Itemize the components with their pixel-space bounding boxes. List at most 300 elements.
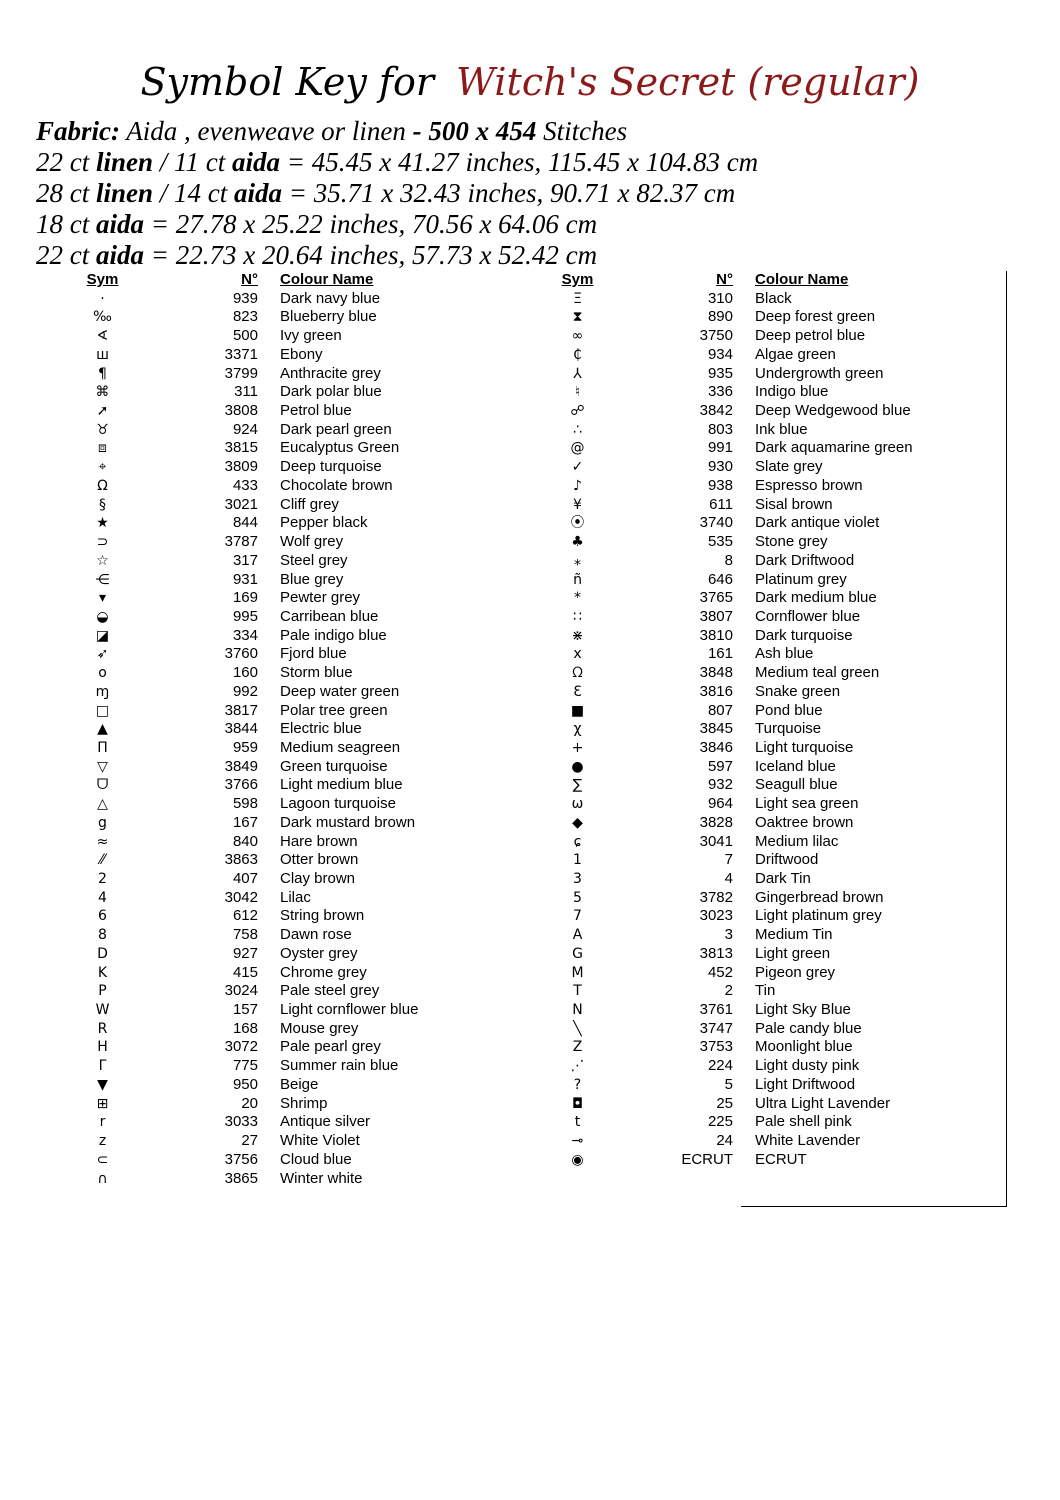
table-row: [60, 589, 418, 608]
row-symbol: W: [95, 1002, 110, 1019]
table-row: [535, 571, 913, 590]
row-symbol: ⁎: [574, 552, 581, 569]
table-row: [60, 889, 418, 908]
row-floss-number: 3813: [699, 944, 733, 962]
row-colour-name: Undergrowth green: [755, 364, 884, 382]
table-row: [60, 776, 418, 795]
fabric-stitches-word: Stitches: [543, 116, 628, 146]
row-floss-number: 161: [707, 645, 733, 663]
row-floss-number: 169: [232, 589, 258, 607]
table-row: [535, 346, 913, 365]
row-colour-name: Dark medium blue: [755, 589, 877, 607]
table-row: [535, 327, 913, 346]
row-colour-name: Light turquoise: [755, 738, 854, 756]
row-floss-number: 3865: [224, 1169, 258, 1187]
row-floss-number: 840: [232, 832, 258, 850]
row-floss-number: 160: [232, 664, 258, 682]
row-floss-number: 452: [707, 963, 733, 981]
row-symbol: ∞: [571, 328, 584, 345]
size-fabric: aida: [234, 178, 283, 208]
row-symbol: 4: [98, 889, 107, 906]
row-symbol: ⊂: [96, 1151, 109, 1168]
row-floss-number: 959: [232, 738, 258, 756]
row-symbol: G: [572, 945, 583, 962]
row-symbol: ·: [100, 290, 105, 307]
row-symbol: ☍: [570, 403, 585, 420]
row-symbol: t: [574, 1114, 581, 1131]
header-sym: Sym: [561, 271, 594, 288]
row-colour-name: Pale shell pink: [755, 1113, 852, 1131]
table-row: [60, 1001, 418, 1020]
row-symbol: ✓: [571, 459, 584, 476]
row-floss-number: 20: [241, 1094, 258, 1112]
row-floss-number: 3810: [699, 626, 733, 644]
row-floss-number: 3371: [224, 345, 258, 363]
size-dims: = 45.45 x 41.27 inches, 115.45 x 104.83 cm: [286, 147, 759, 177]
row-floss-number: 3828: [699, 813, 733, 831]
row-floss-number: 939: [232, 289, 258, 307]
row-colour-name: Medium Tin: [755, 926, 833, 944]
row-symbol: g: [98, 814, 107, 831]
size-dims: = 27.78 x 25.22 inches, 70.56 x 64.06 cm: [150, 209, 598, 239]
row-floss-number: 991: [707, 439, 733, 457]
table-row: [535, 589, 913, 608]
row-colour-name: Light dusty pink: [755, 1057, 860, 1075]
row-symbol: ⁄⁄: [100, 852, 105, 869]
table-row: [60, 1057, 418, 1076]
table-row: [535, 477, 913, 496]
row-colour-name: Anthracite grey: [280, 364, 381, 382]
row-floss-number: 3799: [224, 364, 258, 382]
row-floss-number: 934: [707, 345, 733, 363]
row-colour-name: Ivy green: [280, 327, 342, 345]
row-symbol: ¥: [573, 496, 582, 513]
size-count: 22 ct: [36, 147, 90, 177]
table-row: [60, 327, 418, 346]
row-symbol: □: [95, 702, 110, 719]
table-header: [535, 271, 913, 290]
row-floss-number: 995: [232, 607, 258, 625]
header-num: N°: [241, 271, 258, 288]
row-symbol: 1: [573, 852, 582, 869]
size-line-1: [36, 147, 758, 178]
row-symbol: @: [570, 440, 585, 457]
row-symbol: ⊸: [571, 1133, 584, 1150]
table-row: [535, 496, 913, 515]
row-floss-number: 3021: [224, 495, 258, 513]
row-symbol: △: [97, 796, 108, 813]
row-colour-name: Dawn rose: [280, 926, 352, 944]
table-row: [535, 1151, 913, 1170]
row-floss-number: 3024: [224, 982, 258, 1000]
table-row: [60, 795, 418, 814]
row-floss-number: 935: [707, 364, 733, 382]
row-colour-name: Black: [755, 289, 792, 307]
row-floss-number: 3807: [699, 607, 733, 625]
row-symbol: r: [99, 1114, 106, 1131]
row-symbol: ◘: [571, 1095, 584, 1112]
row-floss-number: 2: [724, 982, 733, 1000]
row-symbol: ★: [96, 515, 109, 532]
table-row: [60, 1151, 418, 1170]
table-row: [535, 776, 913, 795]
table-row: [535, 533, 913, 552]
row-symbol: ᗜ: [96, 777, 109, 794]
row-floss-number: 3765: [699, 589, 733, 607]
row-floss-number: 3782: [699, 888, 733, 906]
row-colour-name: Deep Wedgewood blue: [755, 402, 911, 420]
row-symbol: Π: [97, 739, 108, 756]
table-row: [535, 645, 913, 664]
row-colour-name: Oaktree brown: [755, 813, 854, 831]
table-row: [535, 683, 913, 702]
row-colour-name: Pale candy blue: [755, 1019, 862, 1037]
table-row: [60, 945, 418, 964]
table-row: [60, 346, 418, 365]
table-row: [535, 814, 913, 833]
row-floss-number: 3: [724, 926, 733, 944]
table-row: [60, 814, 418, 833]
row-colour-name: Eucalyptus Green: [280, 439, 400, 457]
table-row: [60, 439, 418, 458]
row-floss-number: 646: [707, 570, 733, 588]
row-symbol: ⌘: [95, 384, 110, 401]
row-colour-name: Dark turquoise: [755, 626, 853, 644]
row-colour-name: ECRUT: [755, 1150, 807, 1168]
row-symbol: ∴: [573, 421, 582, 438]
row-floss-number: 224: [707, 1057, 733, 1075]
table-row: [535, 1132, 913, 1151]
row-colour-name: Blueberry blue: [280, 308, 377, 326]
row-symbol: ⋇: [571, 627, 584, 644]
row-colour-name: Ebony: [280, 345, 323, 363]
header-name: Colour Name: [755, 271, 849, 288]
row-colour-name: Dark Tin: [755, 870, 811, 887]
row-symbol: ♉: [96, 421, 109, 438]
row-floss-number: 310: [707, 289, 733, 307]
table-row: [60, 1113, 418, 1132]
page-title: [0, 52, 1060, 112]
row-floss-number: 3844: [224, 720, 258, 738]
row-colour-name: Snake green: [755, 682, 841, 700]
row-floss-number: 930: [707, 458, 733, 476]
row-symbol: ∷: [573, 608, 582, 625]
row-colour-name: Steel grey: [280, 551, 348, 569]
row-symbol: ⊃: [96, 534, 109, 551]
table-row: [535, 1095, 913, 1114]
table-row: [60, 720, 418, 739]
row-symbol: ш: [96, 346, 109, 363]
table-right-border: [1006, 271, 1007, 1206]
row-symbol: T: [573, 983, 582, 1000]
table-row: [535, 702, 913, 721]
row-symbol: ⋰: [570, 1058, 585, 1075]
table-row: [535, 795, 913, 814]
table-row: [535, 945, 913, 964]
row-floss-number: 612: [232, 907, 258, 925]
row-floss-number: 3848: [699, 664, 733, 682]
row-floss-number: 25: [716, 1094, 733, 1112]
table-row: [60, 907, 418, 926]
table-row: [535, 739, 913, 758]
table-row: [535, 514, 913, 533]
row-symbol: ⧈: [98, 440, 107, 457]
row-symbol: ᘯ: [572, 665, 583, 682]
table-row: [60, 308, 418, 327]
row-symbol: Z: [572, 1039, 583, 1056]
row-symbol: ∑: [572, 777, 583, 794]
row-colour-name: Dark mustard brown: [280, 813, 416, 831]
table-row: [60, 383, 418, 402]
table-header: [60, 271, 418, 290]
row-colour-name: Dark antique violet: [755, 514, 880, 532]
row-symbol: Ξ: [573, 290, 582, 307]
row-floss-number: 4: [724, 870, 733, 887]
table-bottom-border: [741, 1206, 1007, 1207]
row-floss-number: 24: [716, 1132, 733, 1150]
row-colour-name: Storm blue: [280, 664, 353, 682]
row-symbol: Ω: [97, 477, 108, 494]
row-colour-name: Ultra Light Lavender: [755, 1094, 891, 1112]
row-colour-name: White Violet: [280, 1132, 360, 1150]
row-colour-name: Pale steel grey: [280, 982, 380, 1000]
row-floss-number: 3808: [224, 402, 258, 420]
table-row: [535, 664, 913, 683]
fabric-info: [36, 116, 758, 271]
row-symbol: 8: [98, 927, 107, 944]
row-floss-number: 225: [707, 1113, 733, 1131]
row-floss-number: 5: [724, 1075, 733, 1093]
row-symbol: ⋲: [95, 571, 110, 588]
row-colour-name: Mouse grey: [280, 1019, 359, 1037]
row-colour-name: Seagull blue: [755, 776, 838, 794]
row-colour-name: Summer rain blue: [280, 1057, 399, 1075]
row-colour-name: Cloud blue: [280, 1150, 352, 1168]
row-floss-number: 3750: [699, 327, 733, 345]
row-symbol: ɕ: [573, 833, 582, 850]
row-symbol: ⅄: [573, 365, 582, 382]
row-symbol: ₵: [573, 346, 582, 363]
fabric-types: Aida , evenweave or linen: [126, 116, 406, 146]
row-floss-number: 3041: [699, 832, 733, 850]
table-row: [535, 1001, 913, 1020]
table-row: [60, 1076, 418, 1095]
fabric-stitches: 500 x 454: [428, 116, 537, 146]
row-colour-name: Electric blue: [280, 720, 362, 738]
row-symbol: ⧗: [572, 309, 583, 326]
size-line-4: [36, 240, 758, 271]
row-floss-number: 3766: [224, 776, 258, 794]
row-floss-number: 3760: [224, 645, 258, 663]
row-colour-name: Pond blue: [755, 701, 823, 719]
table-row: [60, 739, 418, 758]
table-row: [535, 1057, 913, 1076]
row-colour-name: Light sea green: [755, 795, 859, 813]
row-colour-name: Lilac: [280, 888, 311, 906]
row-floss-number: 167: [232, 813, 258, 831]
row-symbol: Γ: [98, 1058, 107, 1075]
row-floss-number: 823: [232, 308, 258, 326]
table-row: [60, 608, 418, 627]
row-floss-number: 3846: [699, 738, 733, 756]
table-row: [60, 477, 418, 496]
row-symbol: ⊞: [96, 1095, 109, 1112]
row-symbol: ⌖: [98, 459, 107, 476]
row-symbol: ☆: [96, 552, 109, 569]
table-row: [535, 870, 913, 889]
row-floss-number: 433: [232, 476, 258, 494]
row-floss-number: 8: [724, 551, 733, 569]
size-fabric: aida: [96, 240, 145, 270]
row-symbol: 5: [573, 889, 582, 906]
row-colour-name: Clay brown: [280, 870, 356, 887]
table-row: [60, 982, 418, 1001]
table-row: [60, 402, 418, 421]
row-colour-name: Pepper black: [280, 514, 368, 532]
table-row: [60, 683, 418, 702]
row-floss-number: 3023: [699, 907, 733, 925]
table-row: [535, 308, 913, 327]
row-floss-number: 938: [707, 476, 733, 494]
table-row: [535, 402, 913, 421]
row-floss-number: 3756: [224, 1150, 258, 1168]
row-colour-name: Lagoon turquoise: [280, 795, 396, 813]
row-colour-name: Shrimp: [280, 1094, 328, 1112]
symbol-table-right: [535, 271, 913, 1170]
row-colour-name: Deep turquoise: [280, 458, 382, 476]
row-floss-number: 168: [232, 1019, 258, 1037]
size-dims: = 35.71 x 32.43 inches, 90.71 x 82.37 cm: [288, 178, 736, 208]
row-symbol: A: [572, 927, 583, 944]
row-colour-name: Algae green: [755, 345, 836, 363]
row-colour-name: Deep petrol blue: [755, 327, 866, 345]
row-symbol: K: [97, 964, 108, 981]
size-count: 22 ct: [36, 240, 90, 270]
table-row: [60, 365, 418, 384]
row-colour-name: Carribean blue: [280, 607, 379, 625]
row-symbol: ◆: [572, 814, 583, 831]
table-row: [535, 627, 913, 646]
row-colour-name: Deep water green: [280, 682, 400, 700]
table-row: [60, 1132, 418, 1151]
size-count: 18 ct: [36, 209, 90, 239]
pattern-name: Witch's Secret (regular): [456, 60, 920, 104]
table-row: [535, 290, 913, 309]
row-symbol: D: [97, 945, 108, 962]
row-floss-number: 3747: [699, 1019, 733, 1037]
row-symbol: N: [572, 1002, 583, 1019]
row-symbol: ▾: [98, 590, 107, 607]
row-symbol: ▼: [97, 1076, 108, 1093]
size-line-2: [36, 178, 758, 209]
row-colour-name: Indigo blue: [755, 383, 829, 401]
row-colour-name: Dark Driftwood: [755, 551, 855, 569]
row-floss-number: 932: [707, 776, 733, 794]
table-row: [535, 608, 913, 627]
size-fabric: linen: [96, 147, 154, 177]
row-floss-number: 950: [232, 1075, 258, 1093]
row-colour-name: Moonlight blue: [755, 1038, 853, 1056]
table-row: [60, 1020, 418, 1039]
table-row: [535, 851, 913, 870]
row-symbol: 2: [98, 871, 107, 887]
row-colour-name: Dark pearl green: [280, 420, 392, 438]
row-symbol: z: [98, 1133, 107, 1150]
row-symbol: ■: [570, 702, 585, 719]
table-row: [60, 514, 418, 533]
row-floss-number: 3849: [224, 757, 258, 775]
table-row: [60, 421, 418, 440]
row-colour-name: Gingerbread brown: [755, 888, 884, 906]
row-floss-number: ECRUT: [681, 1150, 733, 1168]
row-floss-number: 535: [707, 533, 733, 551]
row-colour-name: Polar tree green: [280, 701, 388, 719]
size-dims: = 22.73 x 20.64 inches, 57.73 x 52.42 cm: [150, 240, 598, 270]
table-row: [535, 926, 913, 945]
table-row: [535, 1020, 913, 1039]
row-colour-name: Sisal brown: [755, 495, 833, 513]
row-colour-name: Green turquoise: [280, 757, 388, 775]
table-row: [60, 926, 418, 945]
row-symbol: Ɛ: [573, 683, 582, 700]
row-colour-name: Cliff grey: [280, 495, 339, 513]
table-row: [535, 1038, 913, 1057]
row-colour-name: Hare brown: [280, 832, 358, 850]
row-floss-number: 775: [232, 1057, 258, 1075]
row-symbol: ≈: [96, 833, 109, 850]
row-colour-name: Medium teal green: [755, 664, 880, 682]
table-row: [535, 383, 913, 402]
table-row: [60, 851, 418, 870]
size-line-3: [36, 209, 758, 240]
row-symbol: χ: [573, 721, 582, 738]
row-floss-number: 3816: [699, 682, 733, 700]
table-row: [535, 758, 913, 777]
row-floss-number: 931: [232, 570, 258, 588]
row-floss-number: 3863: [224, 851, 258, 869]
table-row: [60, 1095, 418, 1114]
symbol-table-left: [60, 271, 418, 1188]
fabric-separator: -: [412, 116, 422, 146]
row-symbol: *: [574, 590, 581, 607]
row-symbol: ♮: [574, 384, 580, 401]
row-colour-name: Pale indigo blue: [280, 626, 387, 644]
table-row: [535, 833, 913, 852]
row-colour-name: Oyster grey: [280, 944, 358, 962]
table-row: [535, 1113, 913, 1132]
row-floss-number: 7: [724, 851, 733, 869]
row-symbol: ◪: [95, 627, 110, 644]
row-symbol: ◒: [96, 608, 109, 625]
row-floss-number: 807: [707, 701, 733, 719]
size-fabric: linen: [96, 178, 154, 208]
table-row: [60, 664, 418, 683]
row-colour-name: Dark aquamarine green: [755, 439, 913, 457]
table-row: [60, 870, 418, 889]
row-colour-name: Dark polar blue: [280, 383, 382, 401]
row-symbol: ?: [573, 1076, 582, 1093]
table-row: [60, 552, 418, 571]
row-colour-name: White Lavender: [755, 1132, 861, 1150]
fabric-line: [36, 116, 758, 147]
row-colour-name: Antique silver: [280, 1113, 371, 1131]
row-symbol: 7: [573, 908, 582, 925]
row-colour-name: Chocolate brown: [280, 476, 393, 494]
table-row: [60, 702, 418, 721]
row-floss-number: 3072: [224, 1038, 258, 1056]
row-symbol: ♪: [573, 477, 582, 494]
row-symbol: ➶: [96, 646, 109, 663]
